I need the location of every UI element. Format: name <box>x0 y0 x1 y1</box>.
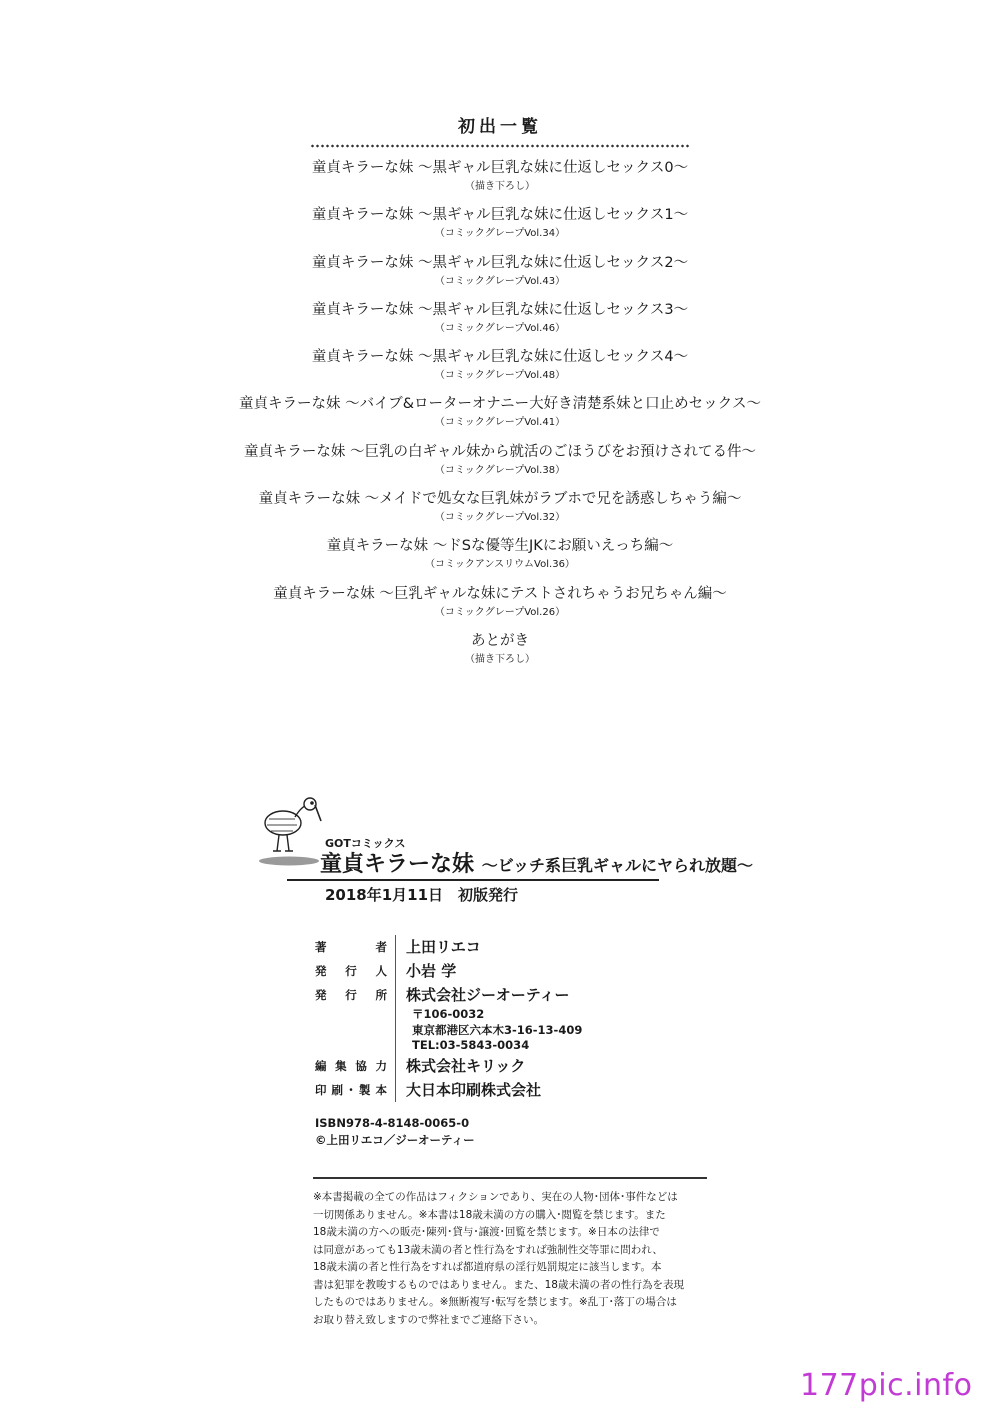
toc-entry <box>0 583 1000 630</box>
address-line: 東京都港区六本木3-16-13-409 <box>412 1022 583 1037</box>
credit-role: 発行人 <box>315 959 396 983</box>
credit-role: 印刷･製本 <box>315 1078 396 1102</box>
isbn: ISBN978-4-8148-0065-0 <box>315 1116 470 1130</box>
toc-entry <box>0 346 1000 393</box>
address-line: TEL:03-5843-0034 <box>412 1038 530 1052</box>
toc-entry-title: 童貞キラーな妹 ～ドSな優等生JKにお願いえっち編～ <box>326 538 674 555</box>
toc-entry-source: （コミックグレープVol.32） <box>434 512 566 524</box>
toc-entry <box>0 393 1000 440</box>
book-title-main: 童貞キラーな妹 <box>320 852 475 877</box>
toc-entry <box>0 204 1000 251</box>
toc-entry-title: 童貞キラーな妹 ～黒ギャル巨乳な妹に仕返しセックス3～ <box>311 301 689 318</box>
toc-entry-title: 童貞キラーな妹 ～巨乳ギャルな妹にテストされちゃうお兄ちゃん編～ <box>273 585 727 602</box>
toc-entry <box>0 441 1000 488</box>
credit-row-editing <box>315 1054 582 1078</box>
toc-entry-title: 童貞キラーな妹 ～黒ギャル巨乳な妹に仕返しセックス2～ <box>311 254 689 271</box>
credit-value: 小岩 学 <box>406 962 457 980</box>
credit-value: 株式会社キリック <box>406 1056 526 1075</box>
toc-entry <box>0 488 1000 535</box>
toc-entry-source: （コミックグレープVol.34） <box>434 228 566 240</box>
credit-row-publisher <box>315 983 582 1007</box>
toc-entry-source: （コミックグレープVol.46） <box>434 322 566 334</box>
address-line: 〒106-0032 <box>412 1007 485 1021</box>
copyright: ©上田リエコ／ジーオーティー <box>315 1133 475 1147</box>
toc-entry <box>0 157 1000 204</box>
credit-row-address <box>315 1007 582 1054</box>
toc-entry-title: 童貞キラーな妹 ～黒ギャル巨乳な妹に仕返しセックス0～ <box>311 160 689 176</box>
toc-entry <box>0 299 1000 346</box>
notice-line: 18歳未満の者と性行為をすれば都道府県の淫行処罰規定に該当します。本 <box>313 1261 662 1273</box>
toc-entry-title: 童貞キラーな妹 ～黒ギャル巨乳な妹に仕返しセックス1～ <box>311 207 689 224</box>
credit-value: 上田リエコ <box>406 938 481 956</box>
imprint-label: GOTコミックス <box>325 837 406 850</box>
toc-entry-source: （コミックグレープVol.48） <box>434 370 566 382</box>
toc-section <box>0 112 1000 677</box>
notice-line: は同意があっても13歳未満の者と性行為をすれば強制性交等罪に問われ、 <box>313 1243 663 1256</box>
toc-entry-source: （コミックグレープVol.26） <box>434 606 566 618</box>
notice-line: ※本書掲載の全ての作品はフィクションであり、実在の人物･団体･事件などは <box>313 1191 678 1203</box>
toc-entry <box>0 252 1000 299</box>
toc-heading: 初出一覧 <box>458 117 542 137</box>
toc-entry-title: 童貞キラーな妹 ～バイブ&ローターオナニー大好き清楚系妹と口止めセックス～ <box>239 396 761 413</box>
toc-entry-title: あとがき <box>471 632 529 649</box>
toc-entry-source: （コミックグレープVol.38） <box>434 464 566 476</box>
dotted-rule <box>310 143 690 149</box>
toc-entry-source: （コミックグレープVol.43） <box>434 275 566 287</box>
toc-entry-source: （描き下ろし） <box>465 653 535 665</box>
credit-role: 編集協力 <box>315 1054 396 1078</box>
toc-entry <box>0 535 1000 582</box>
isbn-block <box>315 1115 475 1149</box>
notice-line: したものではありません。※無断複写･転写を禁じます。※乱丁･落丁の場合は <box>313 1296 677 1308</box>
credit-row-author <box>315 935 582 959</box>
toc-entry-title: 童貞キラーな妹 ～黒ギャル巨乳な妹に仕返しセックス4～ <box>311 349 689 366</box>
toc-entry-title: 童貞キラーな妹 ～巨乳の白ギャル妹から就活のごほうびをお預けされてる件～ <box>243 443 757 460</box>
publication-date: 2018年1月11日 初版発行 <box>325 886 519 904</box>
legal-notice <box>313 1177 707 1329</box>
toc-entry-source: （描き下ろし） <box>465 181 535 192</box>
book-title-sub: ～ビッチ系巨乳ギャルにヤられ放題～ <box>481 856 754 875</box>
toc-entry-title: 童貞キラーな妹 ～メイドで処女な巨乳妹がラブホで兄を誘惑しちゃう編～ <box>258 491 742 508</box>
toc-list <box>0 157 1000 677</box>
credit-role: 発行所 <box>315 983 396 1007</box>
watermark-link[interactable]: 177pic.info <box>800 1368 973 1403</box>
publisher-address <box>396 1007 583 1054</box>
title-divider <box>287 879 659 881</box>
toc-entry-source: （コミックアンスリウムVol.36） <box>425 559 575 571</box>
notice-line: 書は犯罪を教唆するものではありません。また、18歳未満の者の性行為を表現 <box>313 1278 684 1291</box>
credits-table <box>315 935 582 1102</box>
credit-value: 株式会社ジーオーティー <box>406 986 570 1004</box>
notice-line: 一切関係ありません。※本書は18歳未満の方の購入･閲覧を禁じます。また <box>313 1208 666 1221</box>
notice-line: お取り替え致しますので弊社までご連絡下さい。 <box>313 1313 544 1326</box>
credit-value: 大日本印刷株式会社 <box>406 1080 542 1099</box>
credit-role: 著者 <box>315 935 396 959</box>
notice-line: 18歳未満の方への販売･陳列･貸与･譲渡･回覧を禁じます。※日本の法律で <box>313 1226 660 1238</box>
toc-entry <box>0 630 1000 677</box>
toc-entry-source: （コミックグレープVol.41） <box>434 417 566 429</box>
credit-row-printing <box>315 1078 582 1102</box>
bird-logo-icon <box>255 785 327 869</box>
credit-row-publisher-person <box>315 959 582 983</box>
book-title <box>320 847 753 878</box>
